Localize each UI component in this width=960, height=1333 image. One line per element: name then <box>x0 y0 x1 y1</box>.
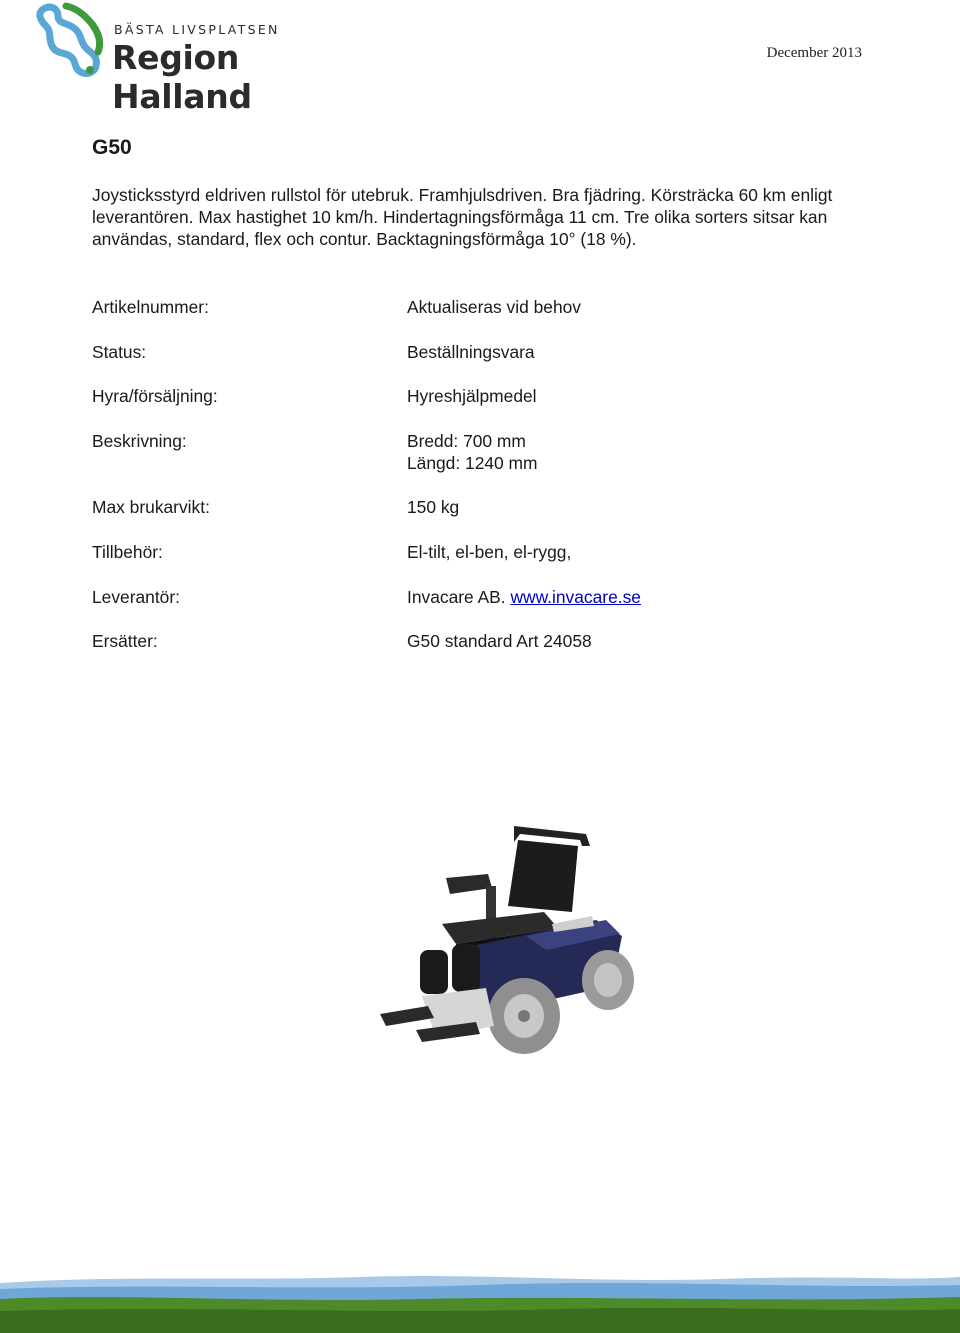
product-description: Joysticksstyrd eldriven rullstol för utebruk. Framhjulsdriven. Bra fjädring. Körsträcka 60 km enligt leverantören. Max hastighet 10 km/h. Hindertagningsförmåga 11 cm. Tre olika sorters sitsar kan användas, standard, flex och contur. Backtagningsförmåga 10° (18 %). <box>92 185 833 249</box>
spec-row-rental <box>92 385 892 407</box>
spec-table <box>92 296 892 652</box>
spec-value <box>407 586 892 608</box>
spec-label: Hyra/försäljning: <box>92 386 218 407</box>
spec-width: Bredd: 700 mm <box>407 430 526 451</box>
spec-value: Beställningsvara <box>407 341 535 362</box>
power-wheelchair-icon <box>376 816 640 1056</box>
spec-row-max-weight <box>92 496 892 518</box>
spec-value: Aktualiseras vid behov <box>407 297 581 317</box>
spec-length: Längd: 1240 mm <box>407 452 538 473</box>
logo-brand-name: Region Halland <box>112 38 252 116</box>
spec-value <box>407 430 892 474</box>
spec-label: Status: <box>92 341 147 362</box>
spec-label: Artikelnummer: <box>92 297 209 317</box>
spec-value: 150 kg <box>407 497 460 518</box>
region-halland-logo <box>36 2 366 116</box>
footer-landscape-band <box>0 1273 960 1333</box>
spec-row-replaces <box>92 630 892 652</box>
spec-row-accessories <box>92 541 892 563</box>
spec-label: Tillbehör: <box>92 541 163 562</box>
spec-row-article <box>92 296 892 318</box>
halland-map-icon <box>36 2 108 78</box>
supplier-name: Invacare AB. <box>407 586 506 607</box>
spec-label: Beskrivning: <box>92 430 187 451</box>
document-date: December 2013 <box>766 45 862 61</box>
supplier-website-link[interactable]: www.invacare.se <box>510 586 641 607</box>
spec-value: El-tilt, el-ben, el-rygg, <box>407 541 572 562</box>
product-title: G50 <box>92 136 132 159</box>
spec-label: Ersätter: <box>92 631 158 652</box>
spec-value: Hyreshjälpmedel <box>407 386 537 407</box>
spec-row-supplier <box>92 586 892 608</box>
spec-row-description <box>92 430 892 474</box>
spec-value: G50 standard Art 24058 <box>407 631 592 652</box>
spec-label: Max brukarvikt: <box>92 497 210 518</box>
spec-row-status <box>92 341 892 363</box>
spec-label: Leverantör: <box>92 586 180 607</box>
logo-tagline: BÄSTA LIVSPLATSEN <box>114 22 280 37</box>
